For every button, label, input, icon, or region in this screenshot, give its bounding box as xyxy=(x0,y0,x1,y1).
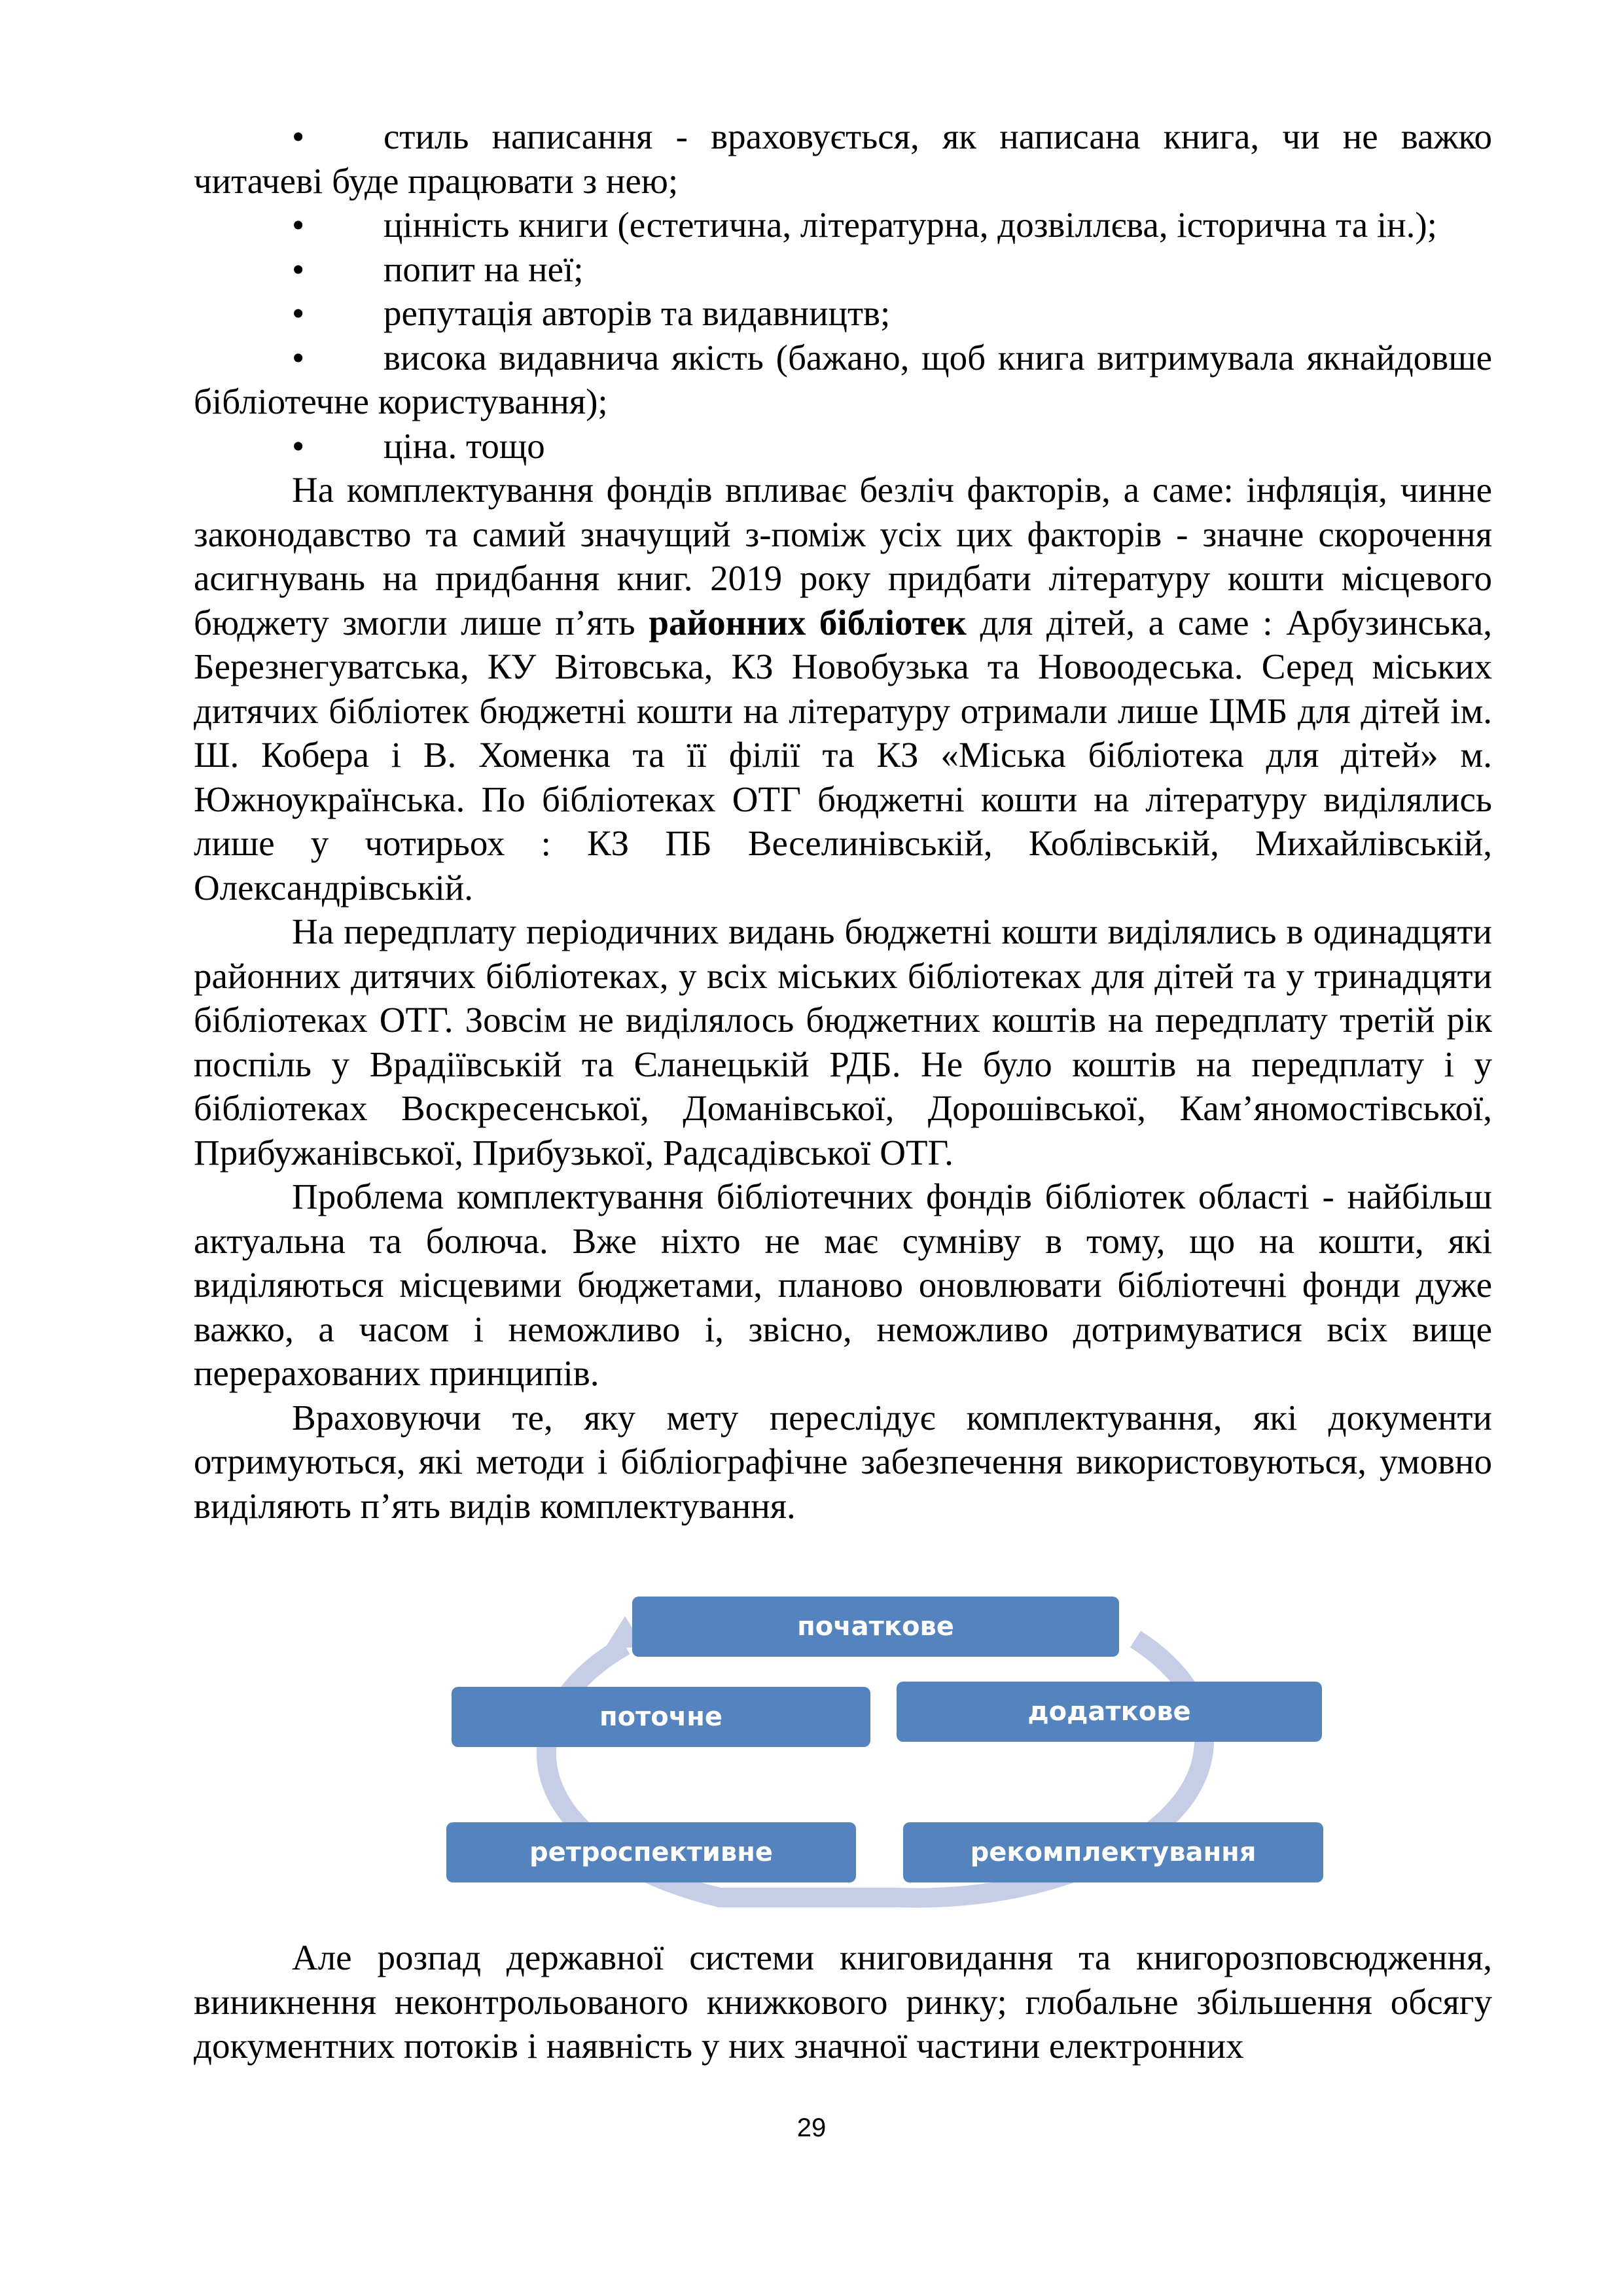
bullet-text: висока видавнича якість (бажано, щоб книга витримувала якнайдовше бібліотечне користування); xyxy=(194,337,1492,421)
node-additional: додаткове xyxy=(897,1682,1322,1742)
bullet-text: цінність книги (естетична, літературна, дозвіллєва, історична та ін.); xyxy=(383,205,1437,245)
paragraph-types: Враховуючи те, яку мету переслідує комплектування, які документи отримуються, які методи і бібліографічне забезпечення використовуються, умовно виділяють п’ять видів комплектування. xyxy=(194,1397,1492,1526)
main-text xyxy=(194,115,1492,1528)
bullet-item xyxy=(194,115,1492,203)
paragraph-text: На комплектування фондів впливає безліч факторів, а саме: інфляція, чинне законодавство та самий значущий з-поміж усіх цих факторів - значне скорочення асигнувань на придбання книг. 2019 року придбати літературу кошти місцевого бюджету змогли лише п’ять xyxy=(194,470,1492,643)
bullet-item xyxy=(194,203,1492,247)
node-current: поточне xyxy=(452,1687,870,1747)
paragraph-collapse: Але розпад державної системи книговидання та книгорозповсюдження, виникнення неконтрольованого книжкового ринку; глобальне збільшення обсягу документних потоків і наявність у них значної частини електронних xyxy=(194,1937,1492,2066)
bottom-text xyxy=(194,1935,1492,2068)
bullet-item xyxy=(194,247,1492,292)
bullet-marker: • xyxy=(292,205,305,245)
bullet-text: ціна. тощо xyxy=(383,425,545,466)
paragraph-subscriptions: На передплату періодичних видань бюджетні кошти виділялись в одинадцяти районних дитячих бібліотеках, у всіх міських бібліотеках для дітей та у тринадцяти бібліотеках ОТГ. Зовсім не виділялось бюджетних коштів на передплату третій рік поспіль у Врадіївській та Єланецькій РДБ. Не було коштів на передплату і у бібліотеках Воскресенської, Доманівської, Дорошівської, Кам’яномостівської, Прибужанівської, Прибузької, Радсадівської ОТГ. xyxy=(194,911,1492,1173)
bold-phrase: районних бібліотек xyxy=(649,602,967,643)
bullet-item xyxy=(194,291,1492,336)
node-retrospective: ретроспективне xyxy=(446,1822,856,1882)
bullet-marker: • xyxy=(292,425,305,466)
bullet-text: стиль написання - враховується, як написана книга, чи не важко читачеві буде працювати з нею; xyxy=(194,116,1492,201)
bullet-item xyxy=(194,336,1492,424)
bullet-marker: • xyxy=(292,116,305,156)
page-number: 29 xyxy=(796,2113,827,2142)
bullet-text: попит на неї; xyxy=(383,249,584,289)
cycle-diagram xyxy=(438,1597,1335,1917)
node-initial: початкове xyxy=(632,1597,1119,1657)
paragraph-problem: Проблема комплектування бібліотечних фондів бібліотек області - найбільш актуальна та болюча. Вже ніхто не має сумніву в тому, що на кошти, які виділяються місцевими бюджетами, планово оновлювати бібліотечні фонди дуже важко, а часом і неможливо і, звісно, неможливо дотримуватися всіх вище перерахованих принципів. xyxy=(194,1176,1492,1393)
bullet-marker: • xyxy=(292,293,305,333)
bullet-marker: • xyxy=(292,249,305,289)
node-recompletion: рекомплектування xyxy=(903,1822,1323,1882)
bullet-item xyxy=(194,424,1492,468)
paragraph-funding xyxy=(194,468,1492,910)
paragraph-text: для дітей, а саме : Арбузинська, Березнегуватська, КУ Вітовська, КЗ Новобузька та Новоодеська. Серед міських дитячих бібліотек бюджетні кошти на літературу отримали лише ЦМБ для дітей ім. Ш. Кобера і В. Хоменка та її філії та КЗ «Міська бібліотека для дітей» м. Южноукраїнська. По бібліотеках ОТГ бюджетні кошти на літературу виділялись лише у чотирьох : КЗ ПБ Веселинівській, Коблівській, Михайлівській, Олександрівській. xyxy=(194,602,1492,908)
bullet-marker: • xyxy=(292,337,305,378)
bullet-text: репутація авторів та видавництв; xyxy=(383,293,891,333)
